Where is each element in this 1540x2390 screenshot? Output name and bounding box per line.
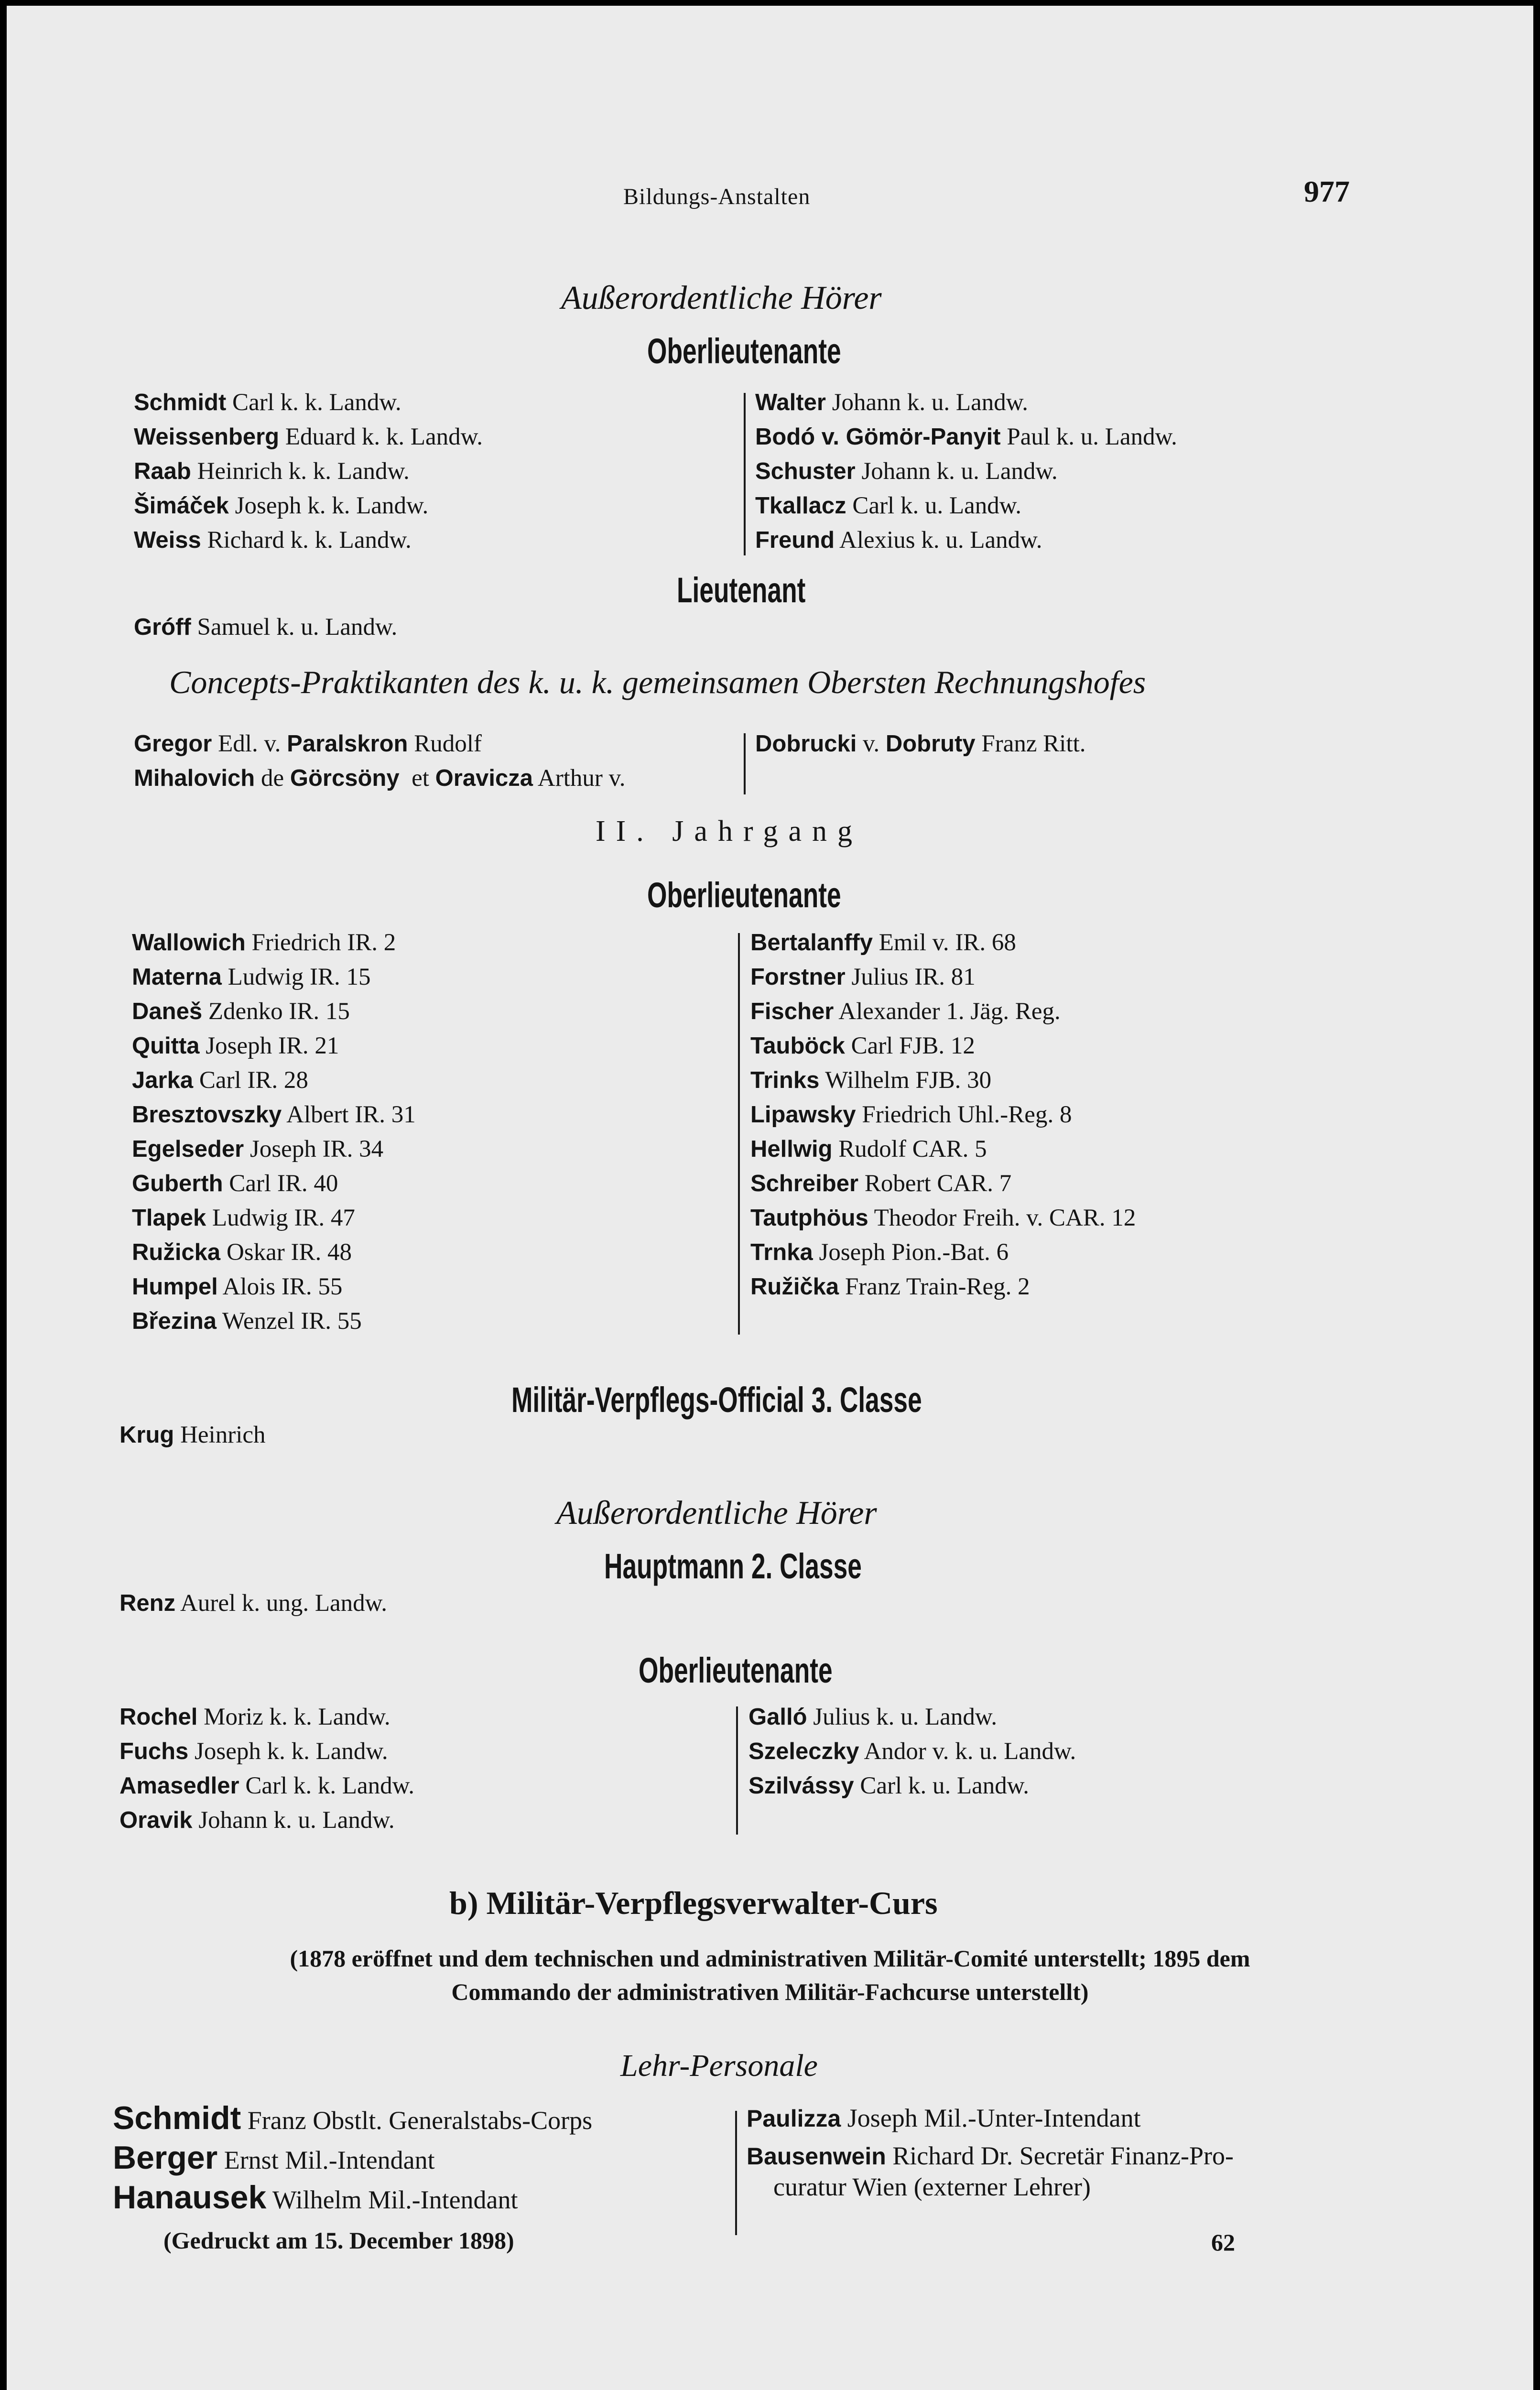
- rank-heading-militaer-verpflegs-official: Militär-Verpflegs-Official 3. Classe: [511, 1380, 922, 1420]
- list-item: Renz Aurel k. ung. Landw.: [119, 1590, 387, 1617]
- list-item: Weiss Richard k. k. Landw.: [134, 527, 412, 554]
- section-heading-concepts-praktikanten: Concepts-Praktikanten des k. u. k. gemeinsamen Obersten Rechnungshofes: [169, 664, 1146, 700]
- list-item: Fischer Alexander 1. Jäg. Reg.: [750, 998, 1061, 1025]
- list-item: Tauböck Carl FJB. 12: [750, 1032, 975, 1059]
- list-item: Szeleczky Andor v. k. u. Landw.: [748, 1738, 1076, 1765]
- rank-heading-oberlieutenante: Oberlieutenante: [639, 1651, 833, 1690]
- list-item: Ružicka Oskar IR. 48: [132, 1239, 352, 1266]
- list-item: Paulizza Joseph Mil.-Unter-Intendant: [747, 2104, 1141, 2132]
- list-item: Bertalanffy Emil v. IR. 68: [750, 929, 1016, 956]
- list-item: Oravik Johann k. u. Landw.: [119, 1807, 395, 1834]
- list-item-continuation: curatur Wien (externer Lehrer): [773, 2173, 1091, 2201]
- page-number: 977: [1304, 174, 1350, 208]
- column-divider: [738, 933, 740, 1335]
- list-item: Mihalovich de Görcsöny et Oravicza Arthur v.: [134, 765, 626, 792]
- list-item: Weissenberg Eduard k. k. Landw.: [134, 424, 483, 450]
- list-item: Hanausek Wilhelm Mil.-Intendant: [113, 2179, 518, 2216]
- list-item: Schmidt Franz Obstlt. Generalstabs-Corps: [113, 2100, 593, 2136]
- list-item: Freund Alexius k. u. Landw.: [755, 527, 1042, 554]
- section-heading-ii-jahrgang: II. Jahrgang: [596, 815, 863, 847]
- list-item: Dobrucki v. Dobruty Franz Ritt.: [755, 730, 1086, 757]
- signature-mark: 62: [1211, 2229, 1235, 2256]
- list-item: Krug Heinrich: [119, 1422, 266, 1448]
- list-item: Gróff Samuel k. u. Landw.: [134, 614, 398, 641]
- list-item: Galló Julius k. u. Landw.: [748, 1704, 998, 1730]
- section-heading-lehr-personale: Lehr-Personale: [620, 2048, 818, 2083]
- list-item: Szilvássy Carl k. u. Landw.: [748, 1772, 1030, 1799]
- rank-heading-oberlieutenante: Oberlieutenante: [647, 875, 841, 915]
- column-divider: [744, 393, 746, 555]
- list-item: Raab Heinrich k. k. Landw.: [134, 458, 410, 485]
- list-item: Březina Wenzel IR. 55: [132, 1308, 362, 1335]
- list-item: Hellwig Rudolf CAR. 5: [750, 1136, 987, 1162]
- list-item: Egelseder Joseph IR. 34: [132, 1136, 384, 1162]
- list-item: Wallowich Friedrich IR. 2: [132, 929, 396, 956]
- list-item: Trinks Wilhelm FJB. 30: [750, 1067, 992, 1094]
- book-page: [7, 6, 1533, 2390]
- list-item: Gregor Edl. v. Paralskron Rudolf: [134, 730, 482, 757]
- list-item: Jarka Carl IR. 28: [132, 1067, 308, 1094]
- section-title-militaer-verpflegsverwalter-curs: b) Militär-Verpflegsverwalter-Curs: [449, 1885, 938, 1921]
- sec6-right-column: [747, 2099, 1234, 2205]
- list-item: Tautphöus Theodor Freih. v. CAR. 12: [750, 1205, 1136, 1231]
- list-item: Ružička Franz Train-Reg. 2: [750, 1273, 1030, 1300]
- rank-heading-lieutenant: Lieutenant: [677, 570, 806, 610]
- list-item: Rochel Moriz k. k. Landw.: [119, 1704, 390, 1730]
- list-item: Fuchs Joseph k. k. Landw.: [119, 1738, 388, 1765]
- list-item: Schmidt Carl k. k. Landw.: [134, 389, 401, 416]
- list-item: Humpel Alois IR. 55: [132, 1273, 343, 1300]
- running-title: Bildungs-Anstalten: [623, 184, 811, 209]
- note-line-1: (1878 eröffnet und dem technischen und administrativen Militär-Comité unterstellt; 1895 dem: [290, 1945, 1250, 1972]
- printed-date: (Gedruckt am 15. December 1898): [163, 2227, 514, 2254]
- list-item: Daneš Zdenko IR. 15: [132, 998, 350, 1025]
- sec1-left-column: [134, 385, 483, 557]
- rank-heading-hauptmann: Hauptmann 2. Classe: [604, 1546, 862, 1586]
- list-item: Guberth Carl IR. 40: [132, 1170, 338, 1197]
- list-item: Lipawsky Friedrich Uhl.-Reg. 8: [750, 1101, 1072, 1128]
- sec3-left-column: [132, 925, 416, 1338]
- list-item: Amasedler Carl k. k. Landw.: [119, 1772, 414, 1799]
- list-item: Bodó v. Gömör-Panyit Paul k. u. Landw.: [755, 424, 1177, 450]
- list-item: Tkallacz Carl k. u. Landw.: [755, 492, 1022, 519]
- sec5-right-column: [748, 1700, 1076, 1803]
- list-item: Walter Johann k. u. Landw.: [755, 389, 1028, 416]
- list-item: Tlapek Ludwig IR. 47: [132, 1205, 355, 1231]
- list-item: Schuster Johann k. u. Landw.: [755, 458, 1058, 485]
- note-line-2: Commando der administrativen Militär-Fachcurse unterstellt): [451, 1978, 1089, 2005]
- list-item: Quitta Joseph IR. 21: [132, 1032, 339, 1059]
- column-divider: [744, 733, 746, 794]
- list-item: Bausenwein Richard Dr. Secretär Finanz-Pro-: [747, 2141, 1234, 2170]
- sec3-right-column: [750, 925, 1136, 1304]
- column-divider: [735, 2111, 737, 2235]
- list-item: Berger Ernst Mil.-Intendant: [113, 2140, 435, 2176]
- sec5-left-column: [119, 1700, 414, 1837]
- sec6-left-column: [113, 2099, 592, 2218]
- section-heading-ausserordentliche-hoerer: Außerordentliche Hörer: [561, 280, 882, 316]
- list-item: Materna Ludwig IR. 15: [132, 964, 371, 990]
- list-item: Trnka Joseph Pion.-Bat. 6: [750, 1239, 1009, 1266]
- column-divider: [736, 1706, 738, 1835]
- list-item: Forstner Julius IR. 81: [750, 964, 976, 990]
- sec1-right-column: [755, 385, 1177, 557]
- list-item: Šimáček Joseph k. k. Landw.: [134, 492, 429, 519]
- rank-heading-oberlieutenante: Oberlieutenante: [647, 331, 841, 371]
- list-item: Schreiber Robert CAR. 7: [750, 1170, 1012, 1197]
- list-item: Bresztovszky Albert IR. 31: [132, 1101, 416, 1128]
- section-heading-ausserordentliche-hoerer-2: Außerordentliche Hörer: [556, 1495, 877, 1532]
